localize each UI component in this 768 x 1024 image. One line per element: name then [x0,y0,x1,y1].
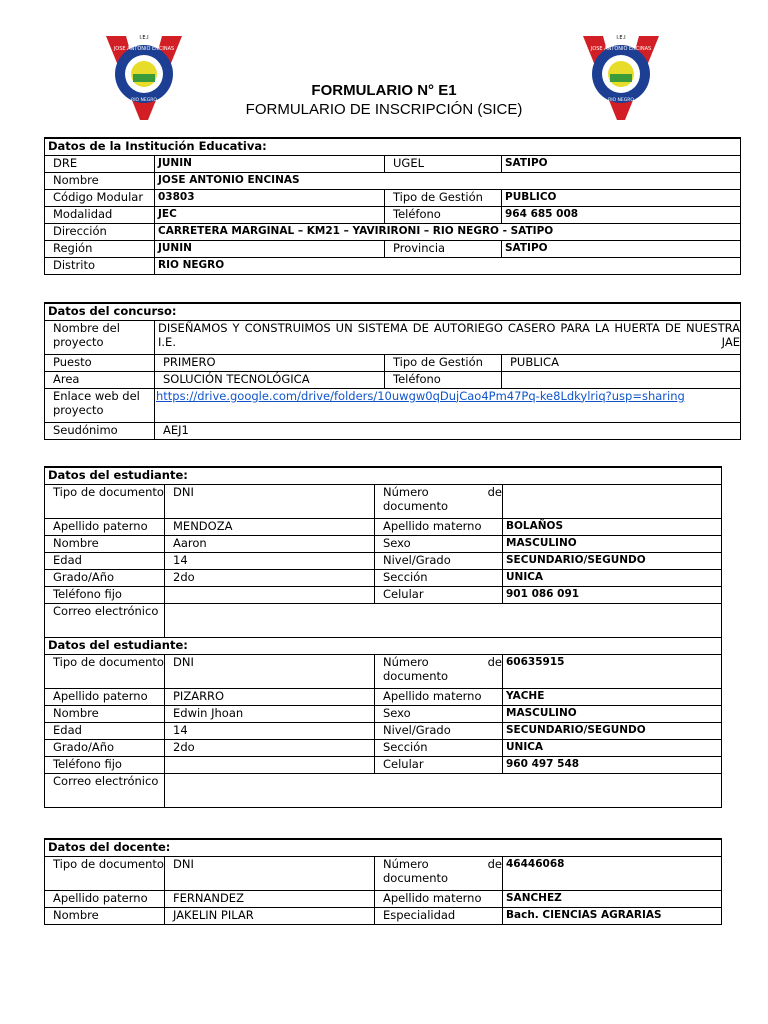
tipo-doc-value: DNI [165,856,375,890]
label: Seudónimo [45,422,155,439]
section-heading: Datos de la Institución Educativa: [45,138,741,155]
label: Distrito [45,257,155,274]
label: Sección [375,569,503,586]
form-title: FORMULARIO N° E1 [311,82,457,99]
edad-value: 14 [165,552,375,569]
label: Provincia [385,240,502,257]
svg-text:JOSE ANTONIO ENCINAS: JOSE ANTONIO ENCINAS [113,46,175,52]
label: Número de documento [375,654,503,688]
seudonimo-value: AEJ1 [155,422,741,439]
nombre-value: Aaron [165,535,375,552]
edad-value: 14 [165,722,375,739]
ap-paterno-value: PIZARRO [165,688,375,705]
label: Apellido materno [375,518,503,535]
label: Código Modular [45,189,155,206]
label: Número de documento [375,484,503,518]
correo-value [165,773,722,807]
label: Apellido paterno [45,688,165,705]
label: Teléfono fijo [45,586,165,603]
label: Apellido paterno [45,890,165,907]
label: Teléfono [385,206,502,223]
gestion-value: PUBLICO [502,189,741,206]
label: Edad [45,552,165,569]
project-name-value: DISEÑAMOS Y CONSTRUIMOS UN SISTEMA DE AUTORIEGO CASERO PARA LA HUERTA DE NUESTRA I.E. JAE [155,320,741,354]
label: Apellido paterno [45,518,165,535]
ap-materno-value: BOLAÑOS [503,518,722,535]
svg-text:JOSE ANTONIO ENCINAS: JOSE ANTONIO ENCINAS [590,46,652,52]
label: Nombre [45,907,165,924]
form-subtitle: FORMULARIO DE INSCRIPCIÓN (SICE) [245,101,523,118]
seccion-value: UNICA [503,569,722,586]
gestion-value: PUBLICA [502,354,741,371]
contest-table [44,302,741,440]
label: Nivel/Grado [375,722,503,739]
nivel-value: SECUNDARIO/SEGUNDO [503,552,722,569]
label: UGEL [385,155,502,172]
label: Grado/Año [45,569,165,586]
label: Correo electrónico [45,773,165,807]
teacher-table [44,838,722,925]
label: Celular [375,756,503,773]
label: Teléfono fijo [45,756,165,773]
svg-text:I.E.I: I.E.I [139,35,149,41]
svg-text:RIO NEGRO: RIO NEGRO [131,98,157,103]
label: Correo electrónico [45,603,165,637]
seccion-value: UNICA [503,739,722,756]
celular-value: 960 497 548 [503,756,722,773]
tipo-doc-value: DNI [165,654,375,688]
tel-fijo-value [165,586,375,603]
grado-value: 2do [165,739,375,756]
label: Nivel/Grado [375,552,503,569]
label: Tipo de Gestión [385,354,502,371]
distrito-value: RIO NEGRO [155,257,741,274]
sexo-value: MASCULINO [503,535,722,552]
section-heading: Datos del concurso: [45,303,741,320]
correo-value [165,603,722,637]
ap-materno-value: YACHE [503,688,722,705]
label: Nombre [45,535,165,552]
nombre-value: Edwin Jhoan [165,705,375,722]
dre-value: JUNIN [155,155,385,172]
svg-text:I.E.I: I.E.I [616,35,626,41]
numero-doc-value [503,484,722,518]
region-value: JUNIN [155,240,385,257]
label: Especialidad [375,907,503,924]
grado-value: 2do [165,569,375,586]
institution-table [44,137,741,275]
label: Tipo de documento [45,856,165,890]
ap-materno-value: SANCHEZ [503,890,722,907]
label: Región [45,240,155,257]
sexo-value: MASCULINO [503,705,722,722]
modalidad-value: JEC [155,206,385,223]
label: Apellido materno [375,890,503,907]
label: Apellido materno [375,688,503,705]
numero-doc-value: 60635915 [503,654,722,688]
celular-value: 901 086 091 [503,586,722,603]
section-heading: Datos del docente: [45,839,722,856]
ap-paterno-value: MENDOZA [165,518,375,535]
label: Nombre [45,705,165,722]
telefono-value [502,371,741,388]
section-heading: Datos del estudiante: [45,467,722,484]
label: Nombre [45,172,155,189]
telefono-value: 964 685 008 [502,206,741,223]
tel-fijo-value [165,756,375,773]
label: Area [45,371,155,388]
project-link[interactable]: https://drive.google.com/drive/folders/10uwgw0qDujCao4Pm47Pq-ke8Ldkylriq?usp=sharing [155,388,741,422]
label: Dirección [45,223,155,240]
ap-paterno-value: FERNANDEZ [165,890,375,907]
especialidad-value: Bach. CIENCIAS AGRARIAS [503,907,722,924]
codigo-value: 03803 [155,189,385,206]
label: Enlace web del proyecto [45,388,155,422]
label: DRE [45,155,155,172]
numero-doc-value: 46446068 [503,856,722,890]
institution-name-value: JOSE ANTONIO ENCINAS [155,172,741,189]
section-heading: Datos del estudiante: [45,637,722,654]
students-table [44,466,722,808]
label: Número de documento [375,856,503,890]
label: Edad [45,722,165,739]
direccion-value: CARRETERA MARGINAL – KM21 – YAVIRIRONI – RIO NEGRO - SATIPO [155,223,741,240]
label: Sexo [375,705,503,722]
area-value: SOLUCIÓN TECNOLÓGICA [155,371,385,388]
label: Tipo de Gestión [385,189,502,206]
label: Grado/Año [45,739,165,756]
label: Nombre del proyecto [45,320,155,354]
puesto-value: PRIMERO [155,354,385,371]
label: Sexo [375,535,503,552]
nombre-value: JAKELIN PILAR [165,907,375,924]
tipo-doc-value: DNI [165,484,375,518]
label: Modalidad [45,206,155,223]
label: Teléfono [385,371,502,388]
label: Tipo de documento [45,654,165,688]
provincia-value: SATIPO [502,240,741,257]
svg-text:RIO NEGRO: RIO NEGRO [608,98,634,103]
ugel-value: SATIPO [502,155,741,172]
label: Celular [375,586,503,603]
label: Puesto [45,354,155,371]
label: Sección [375,739,503,756]
nivel-value: SECUNDARIO/SEGUNDO [503,722,722,739]
label: Tipo de documento [45,484,165,518]
